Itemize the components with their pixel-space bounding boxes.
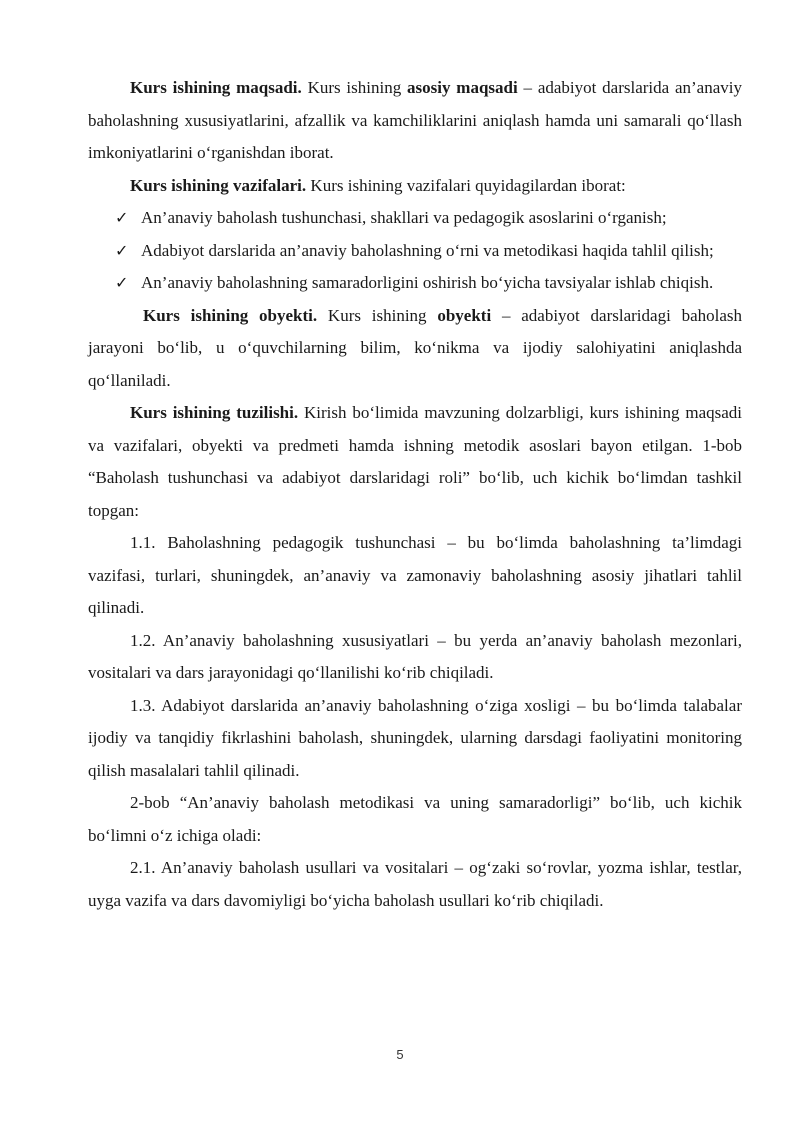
heading-goal: Kurs ishining maqsadi.: [130, 78, 302, 97]
heading-object: Kurs ishining obyekti.: [143, 305, 318, 325]
text-tasks-rest: Kurs ishining vazifalari quyidagilardan iborat:: [306, 175, 626, 195]
paragraph-object: [88, 300, 742, 398]
heading-tasks: Kurs ishining vazifalari.: [130, 175, 307, 195]
text-structure-rest: Kirish bo‘limida mavzuning dolzarbligi, kurs ishining maqsadi va vazifalari, obyekti va predmeti hamda ishning metodik asoslari bayon etilgan. 1-bob “Baholash tushunchasi va adabiyot darslaridagi roli” bo‘lib, uch kichik bo‘limdan tashkil topgan:: [88, 403, 742, 520]
list-item-text: Adabiyot darslarida an’anaviy baholashning o‘rni va metodikasi haqida tahlil qilish;: [141, 240, 714, 260]
paragraph-chapter-2: 2-bob “An’anaviy baholash metodikasi va uning samaradorligi” bo‘lib, uch kichik bo‘limni o‘z ichiga oladi:: [88, 793, 742, 845]
paragraph-section-1-1: 1.1. Baholashning pedagogik tushunchasi – bu bo‘limda baholashning ta’limdagi vazifasi, turlari, shuningdek, an’anaviy va zamonaviy baholashning asosiy jihatlari tahlil qilinadi.: [88, 533, 742, 617]
body-text: [88, 72, 742, 917]
paragraph-tasks: [88, 170, 742, 203]
heading-structure: Kurs ishining tuzilishi.: [130, 403, 299, 422]
paragraph-section-1-3: 1.3. Adabiyot darslarida an’anaviy baholashning o‘ziga xosligi – bu bo‘limda talabalar ijodiy va tanqidiy fikrlashini baholash, shuningdek, ularning darsdagi faoliyatini monitoring qilish masalalari tahlil qilinadi.: [88, 695, 742, 780]
paragraph-section-1-2: 1.2. An’anaviy baholashning xususiyatlari – bu yerda an’anaviy baholash mezonlari, vositalari va dars jarayonidagi qo‘llanilishi ko‘rib chiqiladi.: [88, 630, 742, 682]
text-goal-pre: Kurs ishining: [301, 78, 408, 97]
list-item: [88, 267, 742, 300]
text-goal-rest: – adabiyot darslarida an’anaviy baholashning xususiyatlarini, afzallik va kamchiliklarini aniqlash hamda uni samarali qo‘llash imkoniyatlarini o‘rganishdan iborat.: [88, 78, 742, 162]
task-list: [88, 202, 742, 300]
list-item: [88, 202, 742, 235]
text-object-pre: Kurs ishining: [317, 305, 438, 325]
list-item-text: An’anaviy baholashning samaradorligini oshirish bo‘yicha tavsiyalar ishlab chiqish.: [141, 273, 714, 292]
check-icon: ✓: [115, 208, 129, 227]
page-number: 5: [396, 1047, 404, 1062]
list-item: [88, 235, 742, 268]
list-item-text: An’anaviy baholash tushunchasi, shakllari va pedagogik asoslarini o‘rganish;: [141, 208, 667, 227]
paragraph-section-2-1: 2.1. An’anaviy baholash usullari va vositalari – og‘zaki so‘rovlar, yozma ishlar, testlar, uyga vazifa va dars davomiyligi bo‘yicha baholash usullari ko‘rib chiqiladi.: [88, 858, 742, 910]
check-icon: ✓: [115, 240, 129, 260]
text-object-rest: – adabiyot darslaridagi baholash jarayoni bo‘lib, u o‘quvchilarning bilim, ko‘nikma va ijodiy salohiyatini aniqlashda qo‘llaniladi.: [88, 305, 743, 390]
bold-main-goal: asosiy maqsadi: [407, 78, 518, 97]
paragraph-structure: [88, 397, 742, 527]
bold-object: obyekti: [437, 305, 492, 325]
check-icon: ✓: [115, 273, 129, 292]
paragraph-goal: [88, 72, 742, 170]
